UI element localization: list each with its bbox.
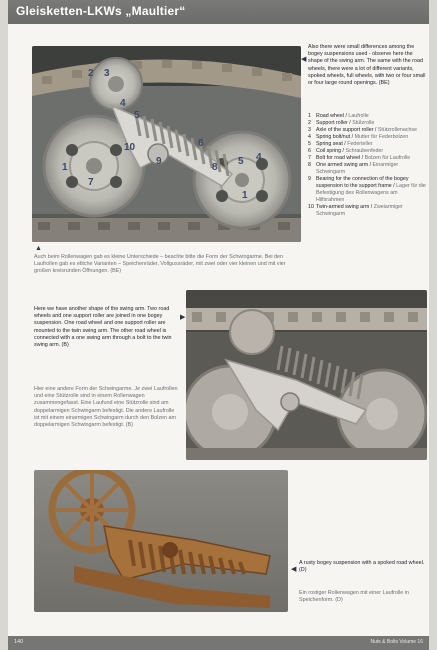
pointer-left-icon: ◀ [301,56,307,63]
photo-rusty-bogey [34,470,288,612]
legend-item: 2 Support roller / Stützrolle [308,120,375,126]
pointer-right-icon: ▶ [180,314,186,321]
section-2-text-de: Hier eine andere Form der Schwingarme. Je zwei Laufrollen und eine Stützrolle sind in einem Rollenwagen zusammengefasst. Eine Laufund eine Stützrolle sind am doppelarmigen Schwingarm befestigt. Die andere Laufrolle ist mit einem einarmigen Schwingarm durch den Bolzen am doppelarmigen Schwingarm befestigt. (B) [34,386,178,429]
legend-item: 1 Road wheel / Laufrolle [308,113,369,119]
callout-1-left: 1 [62,162,68,173]
legend-item: 7 Bolt for road wheel / Bolzen für Laufrolle [308,155,411,161]
callout-5-right: 5 [238,156,244,167]
legend-item: 3 Axle of the support roller / Stützrollenachse [308,127,418,133]
photo-2-illustration [186,290,427,460]
page-header [8,0,429,24]
callout-9: 9 [156,156,162,167]
photo-bogey-suspension-labeled [32,46,301,242]
intro-text-en: Also there were small differences among the bogey suspensions used - observe here the shape of the swing arm. The same with the road wheels, there were a lot of different variants, spoked wheels, full wheels, with two or four small or four large round openings. (BE) [308,44,426,87]
legend-item: 8 One armed swing arm / Einarmiger Schwingarm [308,162,399,175]
pointer-up-icon: ▲ [35,245,42,252]
callout-6: 6 [198,138,204,149]
section-3-text-de: Ein rostiger Rollenwagen mit einer Laufrolle in Speichenform. (D) [299,590,409,604]
page-footer [8,636,429,650]
callout-4-right: 4 [256,152,262,163]
callout-10: 10 [124,142,136,153]
legend-item: 4 Spring bolt/nut / Mutter für Federbolzen [308,134,409,140]
publication-name: Nuts & Bolts Volume 16 [370,639,423,645]
photo-swing-arm-variant [186,290,427,460]
callout-8: 8 [212,162,218,173]
photo-1-illustration [32,46,301,242]
callout-7-left: 7 [88,177,94,188]
section-2-text-en: Here we have another shape of the swing arm. Two road wheels and one support roller are joined in one bogey suspension. One road wheel and one support roller are mounted to the twin swing arm. The other road wheel is connected with a one swing arm through a bolt to the twin swing arm. (B) [34,306,172,349]
document-page [8,0,429,650]
legend-item: 5 Spring seat / Federteller [308,141,373,147]
photo-3-illustration [34,470,288,612]
section-3-text-en: A rusty bogey suspension with a spoked road wheel. (D) [299,560,425,574]
pointer-left-icon: ◀ [291,566,297,573]
parts-legend [308,113,426,218]
photo-1-caption-de: Auch beim Rollenwagen gab es kleine Unterschiede – beachte bitte die Form der Schwingarme. Bei den Laufrollen gab es etliche Varianten – Speichenräder, Vollgussräder, mit zwei oder vier kleinen und mit vier großen kreisrunden Öffnungen. (BE) [34,254,286,275]
legend-item: 10 Twin-armed swing arm / Zweiarmiger Schwingarm [308,204,403,217]
legend-item: 9 Bearing for the connection of the bogey suspension to the support frame / Lager für die Befestigung des Rollenwagens am Hilfsrahmen [308,176,426,203]
callout-5: 5 [134,110,140,121]
callout-4: 4 [120,98,126,109]
legend-item: 6 Coil spring / Schraubenfeder [308,148,384,154]
callout-3: 3 [104,68,110,79]
page-number: 140 [14,639,24,645]
page-title: Gleisketten-LKWs „Maultier“ [16,4,186,18]
callout-2: 2 [88,68,94,79]
callout-1-right: 1 [242,190,248,201]
